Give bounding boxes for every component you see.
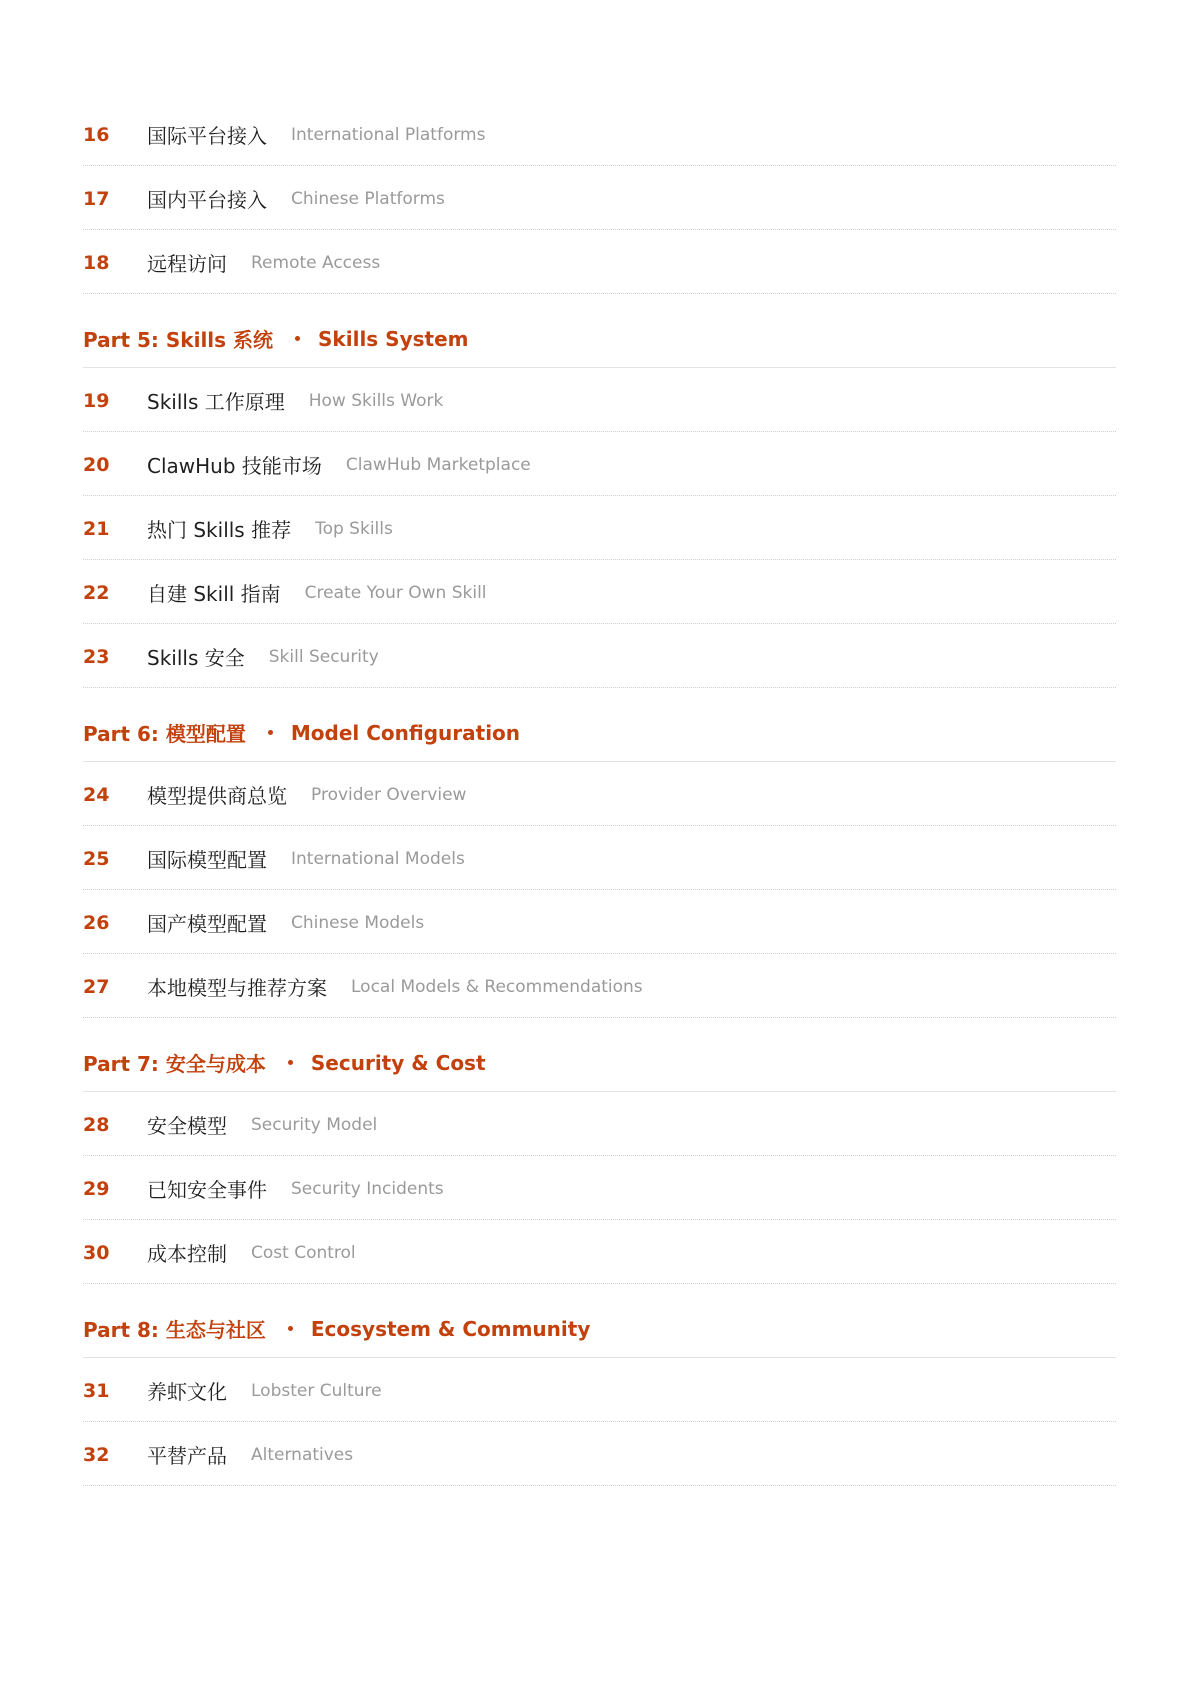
chapter-number: 19	[83, 389, 110, 412]
chapter-subtitle: ClawHub Marketplace	[345, 454, 531, 475]
toc-entry[interactable]	[83, 432, 1116, 496]
toc-entry[interactable]	[83, 368, 1116, 432]
chapter-title: Skills 工作原理	[147, 390, 285, 414]
part-subtitle: Skills System	[318, 326, 469, 351]
part-header[interactable]	[83, 1284, 1116, 1358]
chapter-title: 安全模型	[147, 1114, 227, 1138]
part-subtitle: Ecosystem & Community	[310, 1316, 591, 1341]
chapter-subtitle: International Platforms	[291, 124, 486, 145]
table-of-contents	[83, 102, 1116, 1486]
chapter-number: 20	[83, 453, 110, 476]
chapter-subtitle: Remote Access	[251, 252, 381, 273]
toc-entry[interactable]	[83, 496, 1116, 560]
chapter-subtitle: Provider Overview	[311, 784, 467, 805]
toc-entry[interactable]	[83, 890, 1116, 954]
chapter-subtitle: How Skills Work	[308, 390, 444, 411]
chapter-subtitle: Chinese Platforms	[291, 188, 445, 209]
part-title: Part 7: 安全与成本	[83, 1052, 266, 1076]
chapter-title: 已知安全事件	[147, 1178, 267, 1202]
chapter-subtitle: Security Model	[251, 1114, 378, 1135]
chapter-number: 22	[83, 581, 110, 604]
part-title: Part 5: Skills 系统	[83, 328, 274, 352]
chapter-number: 24	[83, 783, 110, 806]
chapter-subtitle: Chinese Models	[291, 912, 425, 933]
chapter-title: 国际平台接入	[147, 124, 267, 148]
toc-entry[interactable]	[83, 1422, 1116, 1486]
chapter-subtitle: Create Your Own Skill	[304, 582, 487, 603]
chapter-subtitle: Top Skills	[315, 518, 393, 539]
chapter-number: 32	[83, 1443, 110, 1466]
chapter-number: 23	[83, 645, 110, 668]
chapter-number: 28	[83, 1113, 110, 1136]
toc-entry[interactable]	[83, 762, 1116, 826]
chapter-number: 27	[83, 975, 110, 998]
chapter-title: 自建 Skill 指南	[147, 582, 281, 606]
chapter-subtitle: Security Incidents	[291, 1178, 444, 1199]
chapter-title: 模型提供商总览	[147, 784, 287, 808]
part-header[interactable]	[83, 688, 1116, 762]
chapter-number: 18	[83, 251, 110, 274]
toc-entry[interactable]	[83, 1156, 1116, 1220]
chapter-number: 16	[83, 123, 110, 146]
chapter-title: 平替产品	[147, 1444, 227, 1468]
toc-entry[interactable]	[83, 1092, 1116, 1156]
chapter-subtitle: International Models	[291, 848, 465, 869]
part-header[interactable]	[83, 1018, 1116, 1092]
chapter-title: Skills 安全	[147, 646, 245, 670]
part-subtitle: Security & Cost	[310, 1050, 486, 1075]
chapter-number: 29	[83, 1177, 110, 1200]
chapter-subtitle: Skill Security	[268, 646, 379, 667]
toc-entry[interactable]	[83, 102, 1116, 166]
toc-entry[interactable]	[83, 166, 1116, 230]
chapter-number: 21	[83, 517, 110, 540]
chapter-number: 25	[83, 847, 110, 870]
chapter-subtitle: Cost Control	[251, 1242, 356, 1263]
chapter-title: 成本控制	[147, 1242, 227, 1266]
chapter-subtitle: Local Models & Recommendations	[351, 976, 643, 997]
chapter-subtitle: Lobster Culture	[251, 1380, 382, 1401]
toc-entry[interactable]	[83, 826, 1116, 890]
part-title: Part 8: 生态与社区	[83, 1318, 266, 1342]
chapter-title: 国内平台接入	[147, 188, 267, 212]
toc-entry[interactable]	[83, 1220, 1116, 1284]
part-subtitle: Model Configuration	[290, 720, 521, 745]
chapter-title: 国产模型配置	[147, 912, 267, 936]
chapter-number: 26	[83, 911, 110, 934]
bullet-separator	[295, 336, 300, 341]
chapter-subtitle: Alternatives	[251, 1444, 354, 1465]
toc-entry[interactable]	[83, 1358, 1116, 1422]
part-title: Part 6: 模型配置	[83, 722, 246, 746]
chapter-number: 31	[83, 1379, 110, 1402]
toc-entry[interactable]	[83, 230, 1116, 294]
toc-entry[interactable]	[83, 954, 1116, 1018]
bullet-separator	[288, 1326, 293, 1331]
bullet-separator	[288, 1060, 293, 1065]
chapter-title: 国际模型配置	[147, 848, 267, 872]
chapter-title: ClawHub 技能市场	[147, 454, 322, 478]
bullet-separator	[268, 730, 273, 735]
chapter-title: 热门 Skills 推荐	[147, 518, 292, 542]
chapter-number: 17	[83, 187, 110, 210]
chapter-title: 本地模型与推荐方案	[147, 976, 327, 1000]
toc-entry[interactable]	[83, 624, 1116, 688]
toc-entry[interactable]	[83, 560, 1116, 624]
part-header[interactable]	[83, 294, 1116, 368]
chapter-title: 养虾文化	[147, 1380, 227, 1404]
chapter-number: 30	[83, 1241, 110, 1264]
chapter-title: 远程访问	[147, 252, 227, 276]
